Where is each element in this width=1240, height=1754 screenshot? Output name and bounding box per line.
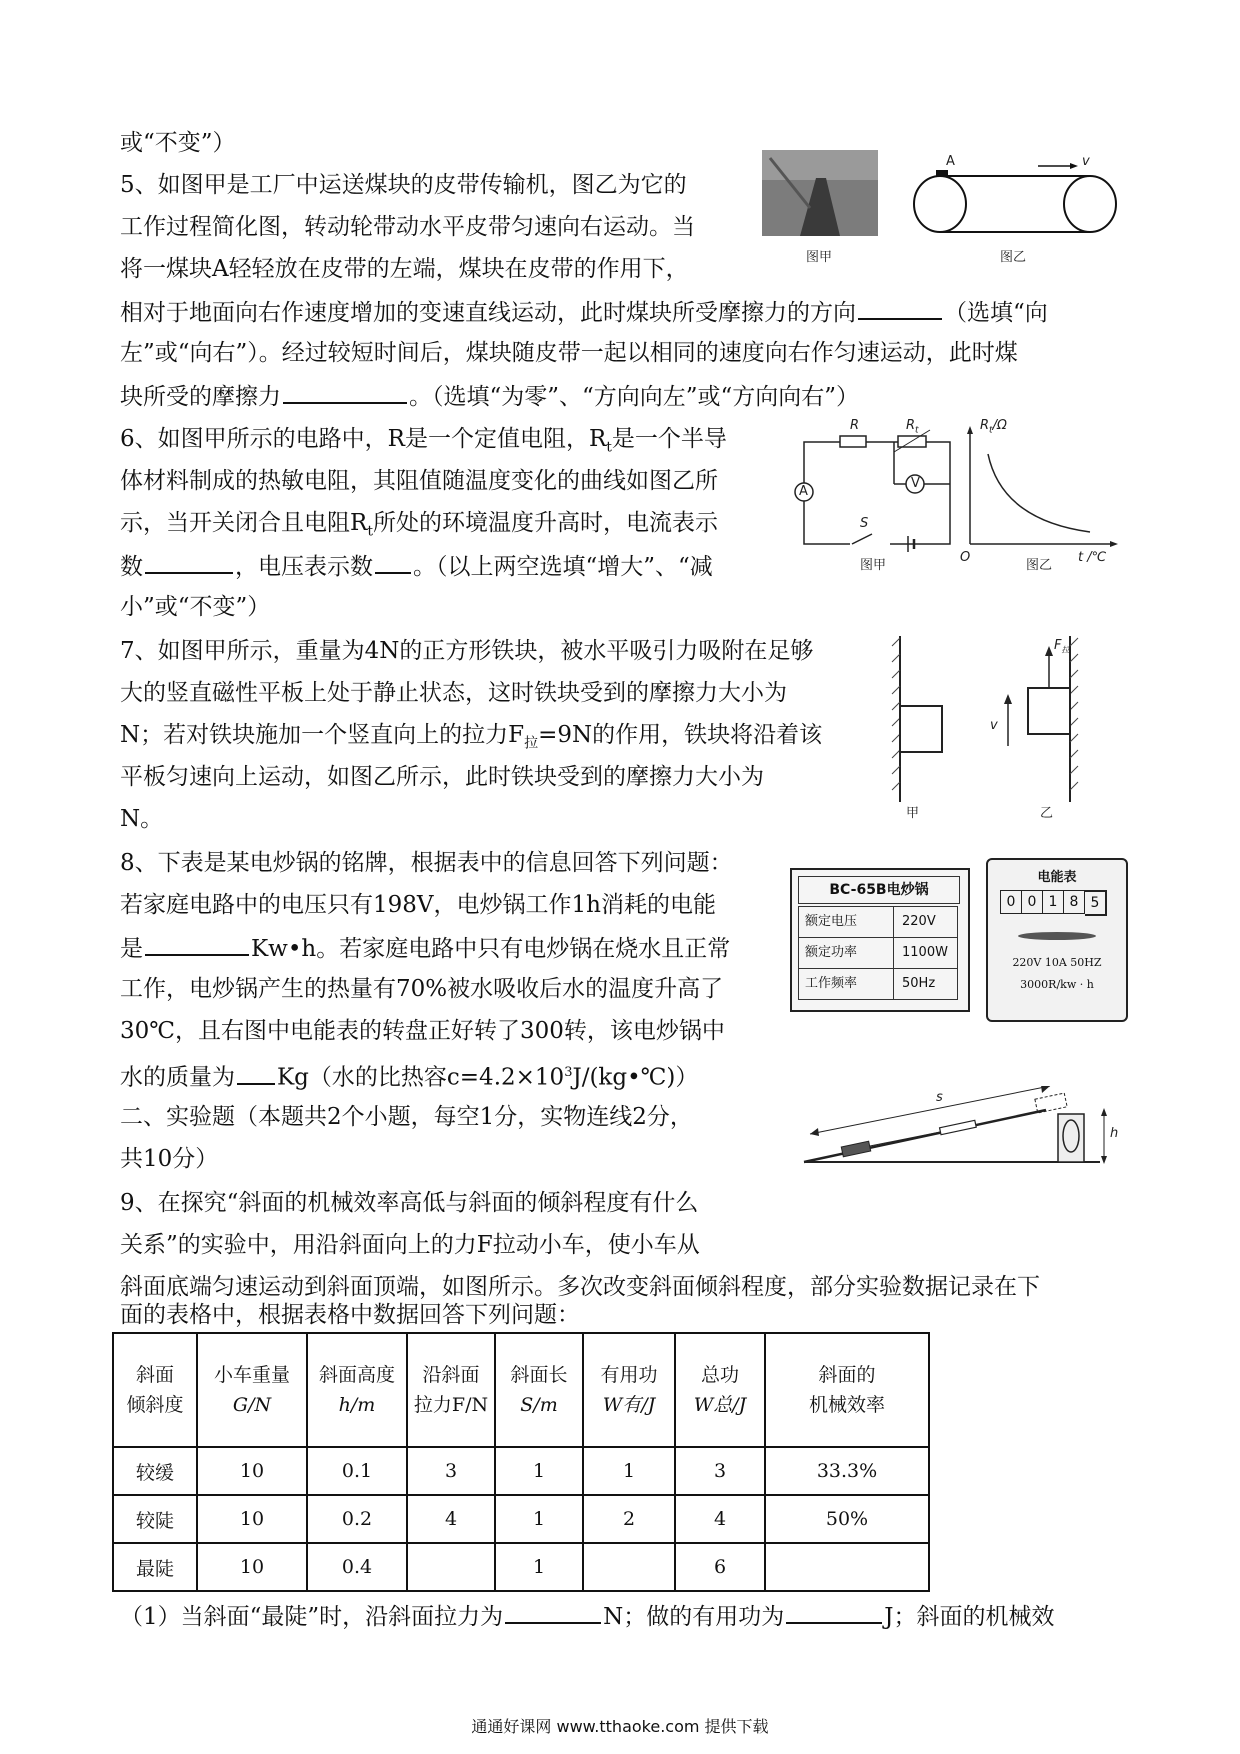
answer-blank[interactable] xyxy=(786,1600,882,1624)
table-header-row xyxy=(113,1333,929,1447)
q8-line-2: 若家庭电路中的电压只有198V，电炒锅工作1h消耗的电能 xyxy=(120,892,716,918)
label-v: v xyxy=(1082,154,1090,169)
label-force: $F_拉$ xyxy=(1054,638,1070,655)
table-cell: 3 xyxy=(675,1447,765,1495)
table-cell: 4 xyxy=(675,1495,765,1543)
meter-digits: 0 0 1 8 5 xyxy=(1000,890,1107,916)
resistance-curve xyxy=(988,454,1090,532)
table-header-cell: 小车重量 G/N xyxy=(197,1333,307,1447)
label-h: h xyxy=(1110,1126,1119,1141)
section-heading-2: 共10分） xyxy=(120,1146,219,1172)
table-header-cell: 斜面高度 h/m xyxy=(307,1333,407,1447)
label-origin: O xyxy=(960,550,971,565)
answer-blank[interactable] xyxy=(283,380,407,404)
answer-blank[interactable] xyxy=(237,1061,275,1085)
section-heading: 二、实验题（本题共2个小题，每空1分，实物连线2分， xyxy=(120,1104,693,1130)
table-cell: 6 xyxy=(675,1543,765,1591)
table-cell: 10 xyxy=(197,1495,307,1543)
meter-disc xyxy=(1018,932,1096,940)
table-header-cell: 总功 W总/J xyxy=(675,1333,765,1447)
q6-line-1: 6、如图甲所示的电路中，R是一个定值电阻，$R_t$是一个半导 xyxy=(120,426,727,456)
q9-line-2: 关系”的实验中，用沿斜面向上的力F拉动小车，使小车从 xyxy=(120,1232,700,1258)
page-footer: 通通好课网 www.tthaoke.com 提供下载 xyxy=(471,1717,769,1736)
q9-line-4: 面的表格中，根据表格中数据回答下列问题： xyxy=(120,1302,580,1328)
table-cell: 1 xyxy=(583,1447,675,1495)
q7-line-1: 7、如图甲所示，重量为4N的正方形铁块，被水平吸引力吸附在足够 xyxy=(120,638,814,664)
q8-line-5: 30℃，且右图中电能表的转盘正好转了300转，该电炒锅中 xyxy=(120,1018,725,1044)
q6-line-5: 小”或“不变”） xyxy=(120,594,271,620)
q5-line-6: 块所受的摩擦力 。（选填“为零”、“方向向左”或“方向向右”） xyxy=(120,380,859,412)
nameplate-row: 工作频率 50Hz xyxy=(798,969,958,1000)
table-row xyxy=(113,1495,929,1543)
table-cell[interactable] xyxy=(765,1543,929,1591)
electric-meter xyxy=(986,858,1128,1022)
cart xyxy=(841,1141,870,1157)
incline-illustration xyxy=(800,1086,1125,1186)
caption-yi: 乙 xyxy=(1040,806,1054,821)
table-header-cell: 斜面 倾斜度 xyxy=(113,1333,197,1447)
caption-jia: 图甲 xyxy=(806,250,833,265)
q7-line-4: 平板匀速向上运动，如图乙所示，此时铁块受到的摩擦力大小为 xyxy=(120,764,764,790)
nameplate-row: 额定电压 220V xyxy=(798,906,958,938)
table-header-cell: 沿斜面 拉力F/N xyxy=(407,1333,495,1447)
table-cell: 10 xyxy=(197,1543,307,1591)
nameplate xyxy=(790,868,970,1012)
q5-line-2: 工作过程简化图，转动轮带动水平皮带匀速向右运动。当 xyxy=(120,214,695,240)
table-cell: 2 xyxy=(583,1495,675,1543)
meter-rev: 3000R/kw · h xyxy=(1020,978,1094,991)
q7-line-5: N。 xyxy=(120,806,164,832)
table-cell: 3 xyxy=(407,1447,495,1495)
label-a: A xyxy=(946,154,955,169)
table-cell: 1 xyxy=(495,1447,583,1495)
label-ammeter: A xyxy=(799,484,808,499)
label-voltmeter: V xyxy=(911,476,920,491)
coal-block-a xyxy=(936,170,948,177)
table-cell: 较陡 xyxy=(113,1495,197,1543)
label-xaxis: t /℃ xyxy=(1078,550,1107,565)
q6-line-2: 体材料制成的热敏电阻，其阻值随温度变化的曲线如图乙所 xyxy=(120,468,718,494)
q6-line-3: 示，当开关闭合且电阻$R_t$所处的环境温度升高时，电流表示 xyxy=(120,510,718,540)
meter-spec: 220V 10A 50HZ xyxy=(1012,956,1102,969)
nameplate-title: BC-65B电炒锅 xyxy=(798,876,960,904)
circuit-illustration xyxy=(790,424,1125,576)
table-header-cell: 斜面的 机械效率 xyxy=(765,1333,929,1447)
table-cell: 最陡 xyxy=(113,1543,197,1591)
answer-blank[interactable] xyxy=(375,550,411,574)
q8-line-4: 工作，电炒锅产生的热量有70%被水吸收后水的温度升高了 xyxy=(120,976,724,1002)
table-cell: 33.3% xyxy=(765,1447,929,1495)
table-row xyxy=(113,1543,929,1591)
q8-line-1: 8、下表是某电炒锅的铭牌，根据表中的信息回答下列问题： xyxy=(120,850,733,876)
q6-line-4: 数 ，电压表示数 。（以上两空选填“增大”、“减 xyxy=(120,550,713,582)
table-cell: 10 xyxy=(197,1447,307,1495)
label-s: s xyxy=(936,1090,943,1105)
label-rt: $R_t$ xyxy=(906,418,919,436)
table-cell: 50% xyxy=(765,1495,929,1543)
q5-line-3: 将一煤块A轻轻放在皮带的左端，煤块在皮带的作用下， xyxy=(120,256,689,282)
caption-yi: 图乙 xyxy=(1026,558,1053,573)
q5-line-1: 5、如图甲是工厂中运送煤块的皮带传输机，图乙为它的 xyxy=(120,172,687,198)
q8-line-3: 是 Kw•h。若家庭电路中只有电炒锅在烧水且正常 xyxy=(120,932,730,964)
answer-blank[interactable] xyxy=(505,1600,601,1624)
text-line: 或“不变”） xyxy=(120,130,236,156)
q9-line-3: 斜面底端匀速运动到斜面顶端，如图所示。多次改变斜面倾斜程度，部分实验数据记录在下 xyxy=(120,1274,1040,1300)
caption-jia: 甲 xyxy=(906,806,920,821)
table-cell: 较缓 xyxy=(113,1447,197,1495)
table-cell: 0.4 xyxy=(307,1543,407,1591)
q9-sub1: （1）当斜面“最陡”时，沿斜面拉力为 N；做的有用功为 J；斜面的机械效 xyxy=(120,1600,1055,1632)
label-switch: S xyxy=(860,516,869,531)
label-v: v xyxy=(990,718,998,733)
spring-scale xyxy=(940,1120,977,1134)
support-block xyxy=(1058,1114,1084,1162)
figure-9 xyxy=(800,1086,1125,1186)
nameplate-rows xyxy=(798,906,958,1000)
q7-line-2: 大的竖直磁性平板上处于静止状态，这时铁块受到的摩擦力大小为 xyxy=(120,680,787,706)
table-cell[interactable] xyxy=(583,1543,675,1591)
table-cell: 1 xyxy=(495,1543,583,1591)
table-row xyxy=(113,1447,929,1495)
table-cell: 1 xyxy=(495,1495,583,1543)
nameplate-row: 额定功率 1100W xyxy=(798,938,958,969)
q7-line-3: N；若对铁块施加一个竖直向上的拉力$F_拉=9N$的作用，铁块将沿着该 xyxy=(120,722,823,752)
answer-blank[interactable] xyxy=(145,550,233,574)
resistor-r xyxy=(840,436,866,447)
caption-jia: 图甲 xyxy=(860,558,887,573)
table-cell: 4 xyxy=(407,1495,495,1543)
label-r: R xyxy=(850,418,860,433)
q5-line-5: 左”或“向右”）。经过较短时间后，煤块随皮带一起以相同的速度向右作匀速运动，此时煤 xyxy=(120,340,1018,366)
meter-title: 电能表 xyxy=(1037,870,1077,885)
answer-blank[interactable] xyxy=(858,296,942,320)
figure-5 xyxy=(760,148,1125,266)
label-yaxis: $R_t/\Omega$ xyxy=(980,418,1007,436)
caption-yi: 图乙 xyxy=(1000,250,1027,265)
figure-7 xyxy=(880,626,1125,822)
magnet-plate-illustration xyxy=(880,626,1125,822)
table-cell[interactable] xyxy=(407,1543,495,1591)
table-cell: 0.2 xyxy=(307,1495,407,1543)
table-header-cell: 有用功 W有/J xyxy=(583,1333,675,1447)
figure-6 xyxy=(790,418,1125,576)
table-cell: 0.1 xyxy=(307,1447,407,1495)
q9-line-1: 9、在探究“斜面的机械效率高低与斜面的倾斜程度有什么 xyxy=(120,1190,699,1216)
q8-line-6: 水的质量为 Kg（水的比热容$c=4.2\times 10^3J/(kg•℃)$） xyxy=(120,1058,698,1093)
data-table xyxy=(112,1332,930,1592)
iron-block-jia xyxy=(900,706,942,752)
table-header-cell: 斜面长 S/m xyxy=(495,1333,583,1447)
q5-line-4: 相对于地面向右作速度增加的变速直线运动，此时煤块所受摩擦力的方向 （选填“向 xyxy=(120,296,1048,328)
answer-blank[interactable] xyxy=(145,932,249,956)
iron-block-yi xyxy=(1028,688,1070,734)
